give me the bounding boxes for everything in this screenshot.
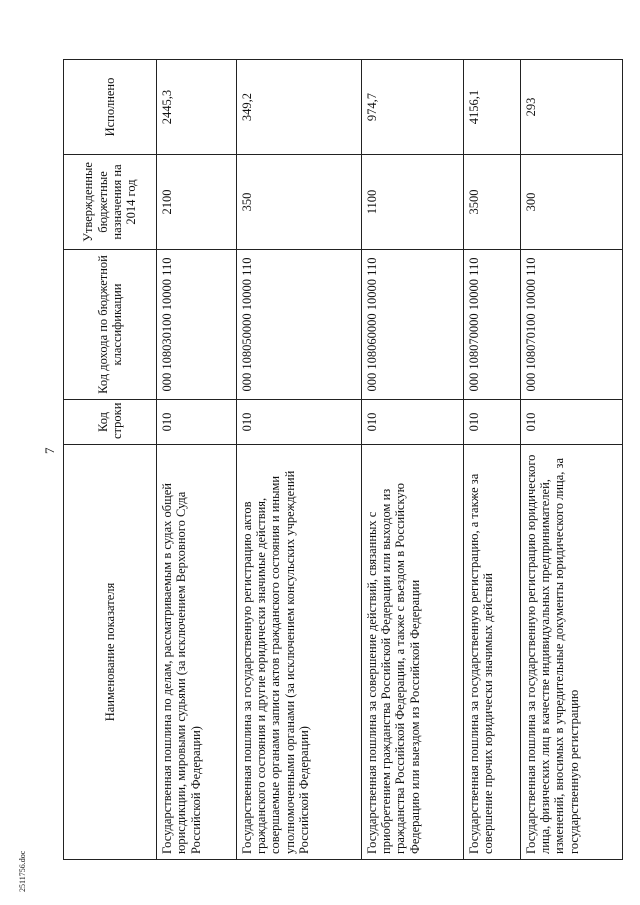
cell-executed: 349,2 bbox=[236, 60, 361, 155]
cell-code: 010 bbox=[236, 400, 361, 445]
cell-kbk: 000 108030100 10000 110 bbox=[157, 250, 237, 400]
page-number: 7 bbox=[42, 447, 57, 454]
cell-approved: 3500 bbox=[463, 155, 520, 250]
header-approved: Утвержденные бюджетные назначения на 2014 год bbox=[64, 155, 157, 250]
cell-name: Государственная пошлина за совершение действий, связанных с приобретением гражданства Российской Федерации или выходом из гражданства Российской Федерации, а также с въездом в Российскую Федерацию или выездом из Российской Федерации bbox=[361, 445, 463, 860]
cell-code: 010 bbox=[463, 400, 520, 445]
header-name: Наименование показателя bbox=[64, 445, 157, 860]
table-row bbox=[157, 60, 237, 860]
rotated-table-wrapper bbox=[63, 60, 623, 860]
cell-executed: 293 bbox=[520, 60, 622, 155]
cell-code: 010 bbox=[361, 400, 463, 445]
budget-table bbox=[63, 59, 623, 860]
cell-kbk: 000 108060000 10000 110 bbox=[361, 250, 463, 400]
header-row-code: Код строки bbox=[64, 400, 157, 445]
cell-code: 010 bbox=[520, 400, 622, 445]
footer-filename: 2511756.doc bbox=[18, 850, 27, 892]
cell-code: 010 bbox=[157, 400, 237, 445]
table-row bbox=[236, 60, 361, 860]
cell-executed: 974,7 bbox=[361, 60, 463, 155]
table-row bbox=[520, 60, 622, 860]
cell-name: Государственная пошлина за государственную регистрацию юридического лица, физических лиц в качестве индивидуальных предпринимателей, изменений, вносимых в учредительные документы юридического лица, за государственную регистрацию bbox=[520, 445, 622, 860]
cell-kbk: 000 108070000 10000 110 bbox=[463, 250, 520, 400]
header-income-code: Код дохода по бюджетной классификации bbox=[64, 250, 157, 400]
cell-executed: 4156,1 bbox=[463, 60, 520, 155]
table-header-row bbox=[64, 60, 157, 860]
cell-executed: 2445,3 bbox=[157, 60, 237, 155]
table-row bbox=[361, 60, 463, 860]
cell-approved: 350 bbox=[236, 155, 361, 250]
cell-kbk: 000 108050000 10000 110 bbox=[236, 250, 361, 400]
cell-approved: 2100 bbox=[157, 155, 237, 250]
header-executed: Исполнено bbox=[64, 60, 157, 155]
cell-name: Государственная пошлина по делам, рассматриваемым в судах общей юрисдикции, мировыми судьями (за исключением Верховного Суда Российской Федерации) bbox=[157, 445, 237, 860]
table-row bbox=[463, 60, 520, 860]
cell-approved: 1100 bbox=[361, 155, 463, 250]
cell-kbk: 000 108070100 10000 110 bbox=[520, 250, 622, 400]
cell-name: Государственная пошлина за государственную регистрацию, а также за совершение прочих юридически значимых действий bbox=[463, 445, 520, 860]
cell-name: Государственная пошлина за государственную регистрацию актов гражданского состояния и другие юридически значимые действия, совершаемые органами записи актов гражданского состояния и иными уполномоченными органами (за исключением консульских учреждений Российской Федерации) bbox=[236, 445, 361, 860]
cell-approved: 300 bbox=[520, 155, 622, 250]
